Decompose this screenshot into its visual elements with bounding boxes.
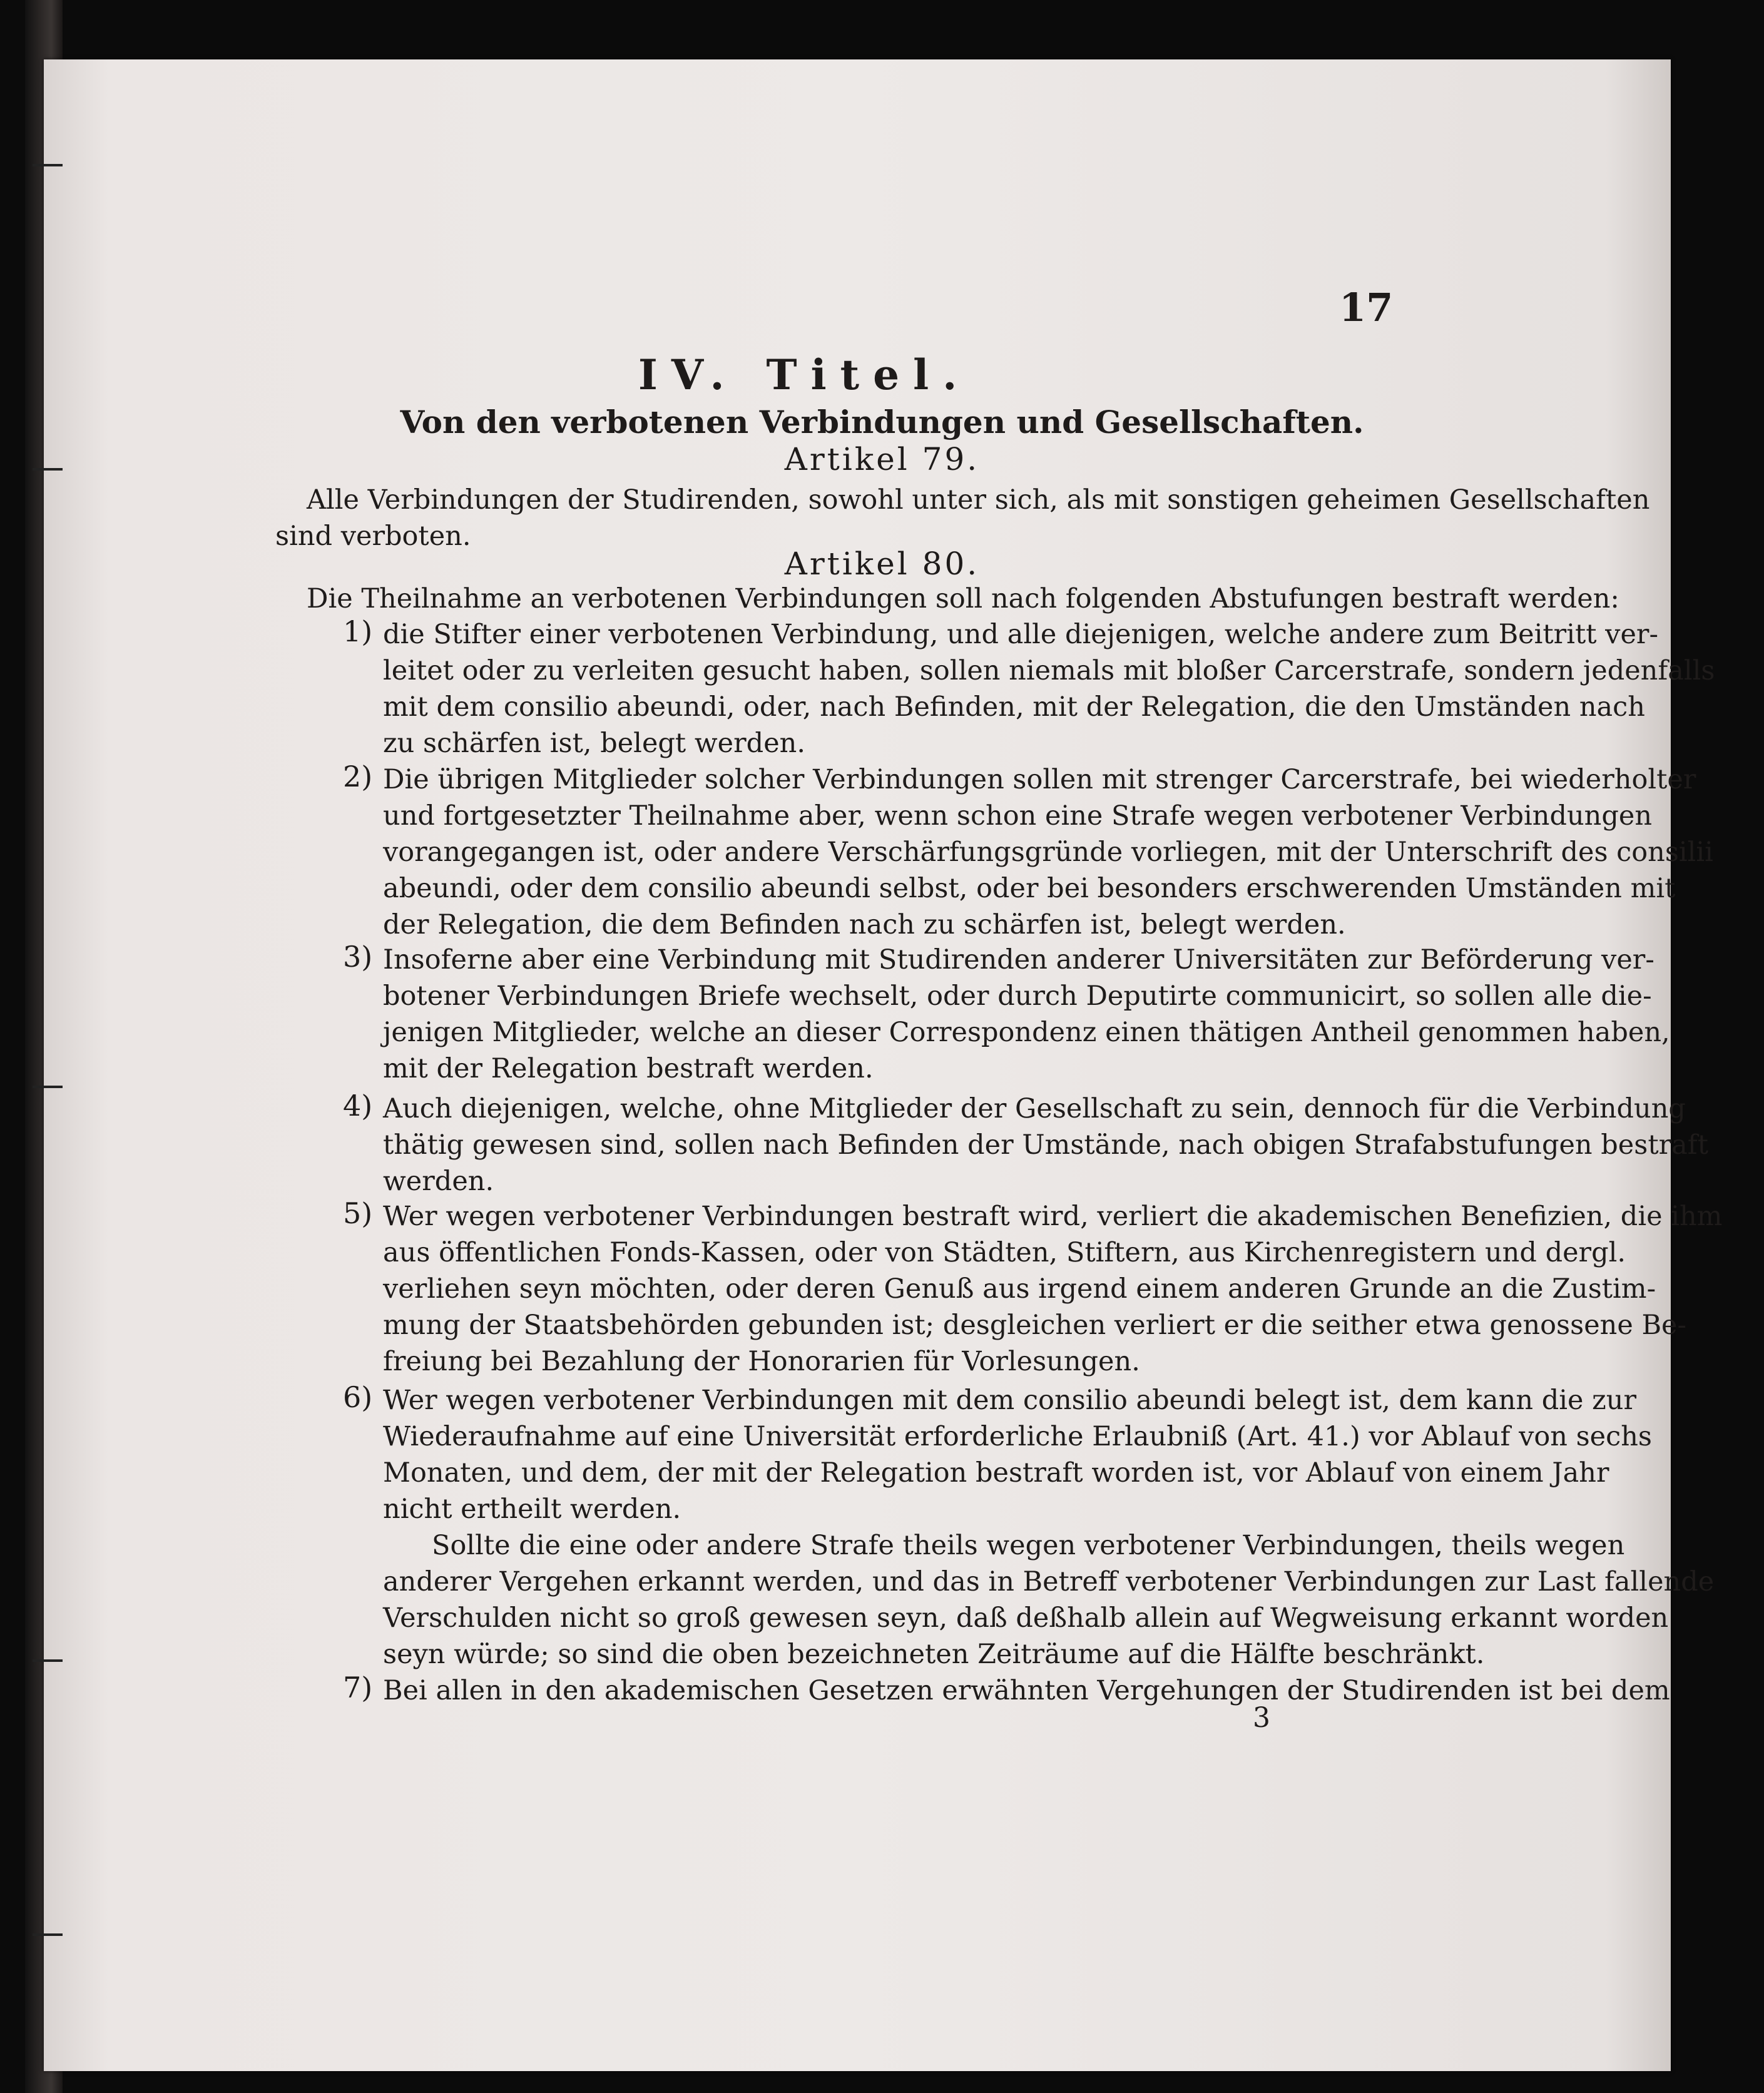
item-number: 7) <box>343 1671 373 1704</box>
item-number: 2) <box>343 760 373 793</box>
item-text-line: zu schärfen ist, belegt werden. <box>383 728 806 759</box>
margin-tick-mark <box>33 1659 63 1662</box>
item-number: 4) <box>343 1089 373 1123</box>
margin-tick-mark <box>33 164 63 166</box>
item-text-line: aus öffentlichen Fonds-Kassen, oder von Städten, Stiftern, aus Kirchenregistern und dergl. <box>383 1237 1626 1268</box>
item-text-line: Monaten, und dem, der mit der Relegation bestraft worden ist, vor Ablauf von einem Jahr <box>383 1457 1609 1489</box>
item-text-line: leitet oder zu verleiten gesucht haben, sollen niemals mit bloßer Carcerstrafe, sondern jedenfalls <box>383 655 1715 686</box>
item-text-line: nicht ertheilt werden. <box>383 1494 681 1525</box>
signature-mark: 3 <box>1253 1702 1270 1734</box>
article-heading: Artikel 79. <box>784 441 980 477</box>
item-number: 6) <box>343 1380 373 1414</box>
item-text-line: botener Verbindungen Briefe wechselt, oder durch Deputirte communicirt, so sollen alle die- <box>383 980 1652 1012</box>
item-number: 5) <box>343 1196 373 1230</box>
margin-tick-mark <box>33 1933 63 1936</box>
item-text-line: die Stifter einer verbotenen Verbindung, und alle diejenigen, welche andere zum Beitritt ver- <box>383 619 1659 650</box>
item-text-line: Wer wegen verbotener Verbindungen bestraft wird, verliert die akademischen Benefizien, die ihm <box>383 1201 1723 1232</box>
item-text-line: und fortgesetzter Theilnahme aber, wenn schon eine Strafe wegen verbotener Verbindungen <box>383 800 1653 832</box>
item-text-line: Wiederaufnahme auf eine Universität erforderliche Erlaubniß (Art. 41.) vor Ablauf von sechs <box>383 1421 1652 1452</box>
article-text-line: Alle Verbindungen der Studirenden, sowohl unter sich, als mit sonstigen geheimen Gesellschaften <box>307 484 1650 516</box>
item-text-line: der Relegation, die dem Befinden nach zu schärfen ist, belegt werden. <box>383 909 1346 940</box>
item-text-line: mung der Staatsbehörden gebunden ist; desgleichen verliert er die seither etwa genossene Be- <box>383 1310 1687 1341</box>
item-text-line: freiung bei Bezahlung der Honorarien für Vorlesungen. <box>383 1346 1140 1377</box>
article-text-line: sind verboten. <box>275 521 471 552</box>
item-text-line: abeundi, oder dem consilio abeundi selbst, oder bei besonders erschwerenden Umständen mit <box>383 873 1676 904</box>
item-continuation-line: anderer Vergehen erkannt werden, und das in Betreff verbotener Verbindungen zur Last fallende <box>383 1566 1715 1597</box>
page-number: 17 <box>1339 285 1394 330</box>
item-text-line: Bei allen in den akademischen Gesetzen erwähnten Vergehungen der Studirenden ist bei dem <box>383 1675 1670 1706</box>
item-text-line: vorangegangen ist, oder andere Verschärfungsgründe vorliegen, mit der Unterschrift des consilii <box>383 837 1713 868</box>
item-number: 1) <box>343 614 373 648</box>
item-number: 3) <box>343 940 373 974</box>
item-text-line: jenigen Mitglieder, welche an dieser Correspondenz einen thätigen Antheil genommen haben, <box>383 1017 1670 1048</box>
item-continuation-line: Verschulden nicht so groß gewesen seyn, daß deßhalb allein auf Wegweisung erkannt worden <box>383 1602 1669 1634</box>
article-intro-line: Die Theilnahme an verbotenen Verbindungen soll nach folgenden Abstufungen bestraft werden: <box>307 583 1619 614</box>
margin-tick-mark <box>33 1086 63 1088</box>
article-heading: Artikel 80. <box>784 546 980 582</box>
item-continuation-line: seyn würde; so sind die oben bezeichneten Zeiträume auf die Hälfte beschränkt. <box>383 1639 1485 1670</box>
item-continuation-line: Sollte die eine oder andere Strafe theils wegen verbotener Verbindungen, theils wegen <box>432 1530 1625 1561</box>
item-text-line: werden. <box>383 1166 494 1197</box>
item-text-line: verliehen seyn möchten, oder deren Genuß aus irgend einem anderen Grunde an die Zustim- <box>383 1273 1656 1305</box>
item-text-line: Insoferne aber eine Verbindung mit Studirenden anderer Universitäten zur Beförderung ver- <box>383 944 1654 975</box>
section-title: IV. Titel. <box>638 350 971 399</box>
item-text-line: mit der Relegation bestraft werden. <box>383 1053 874 1084</box>
section-subtitle: Von den verbotenen Verbindungen und Gesellschaften. <box>400 404 1364 440</box>
item-text-line: Wer wegen verbotener Verbindungen mit dem consilio abeundi belegt ist, dem kann die zur <box>383 1385 1637 1416</box>
item-text-line: thätig gewesen sind, sollen nach Befinden der Umstände, nach obigen Strafabstufungen bestraft <box>383 1129 1708 1161</box>
item-text-line: Auch diejenigen, welche, ohne Mitglieder der Gesellschaft zu sein, dennoch für die Verbindung <box>383 1093 1686 1124</box>
item-text-line: Die übrigen Mitglieder solcher Verbindungen sollen mit strenger Carcerstrafe, bei wiederholter <box>383 764 1696 795</box>
item-text-line: mit dem consilio abeundi, oder, nach Befinden, mit der Relegation, die den Umständen nach <box>383 691 1645 723</box>
